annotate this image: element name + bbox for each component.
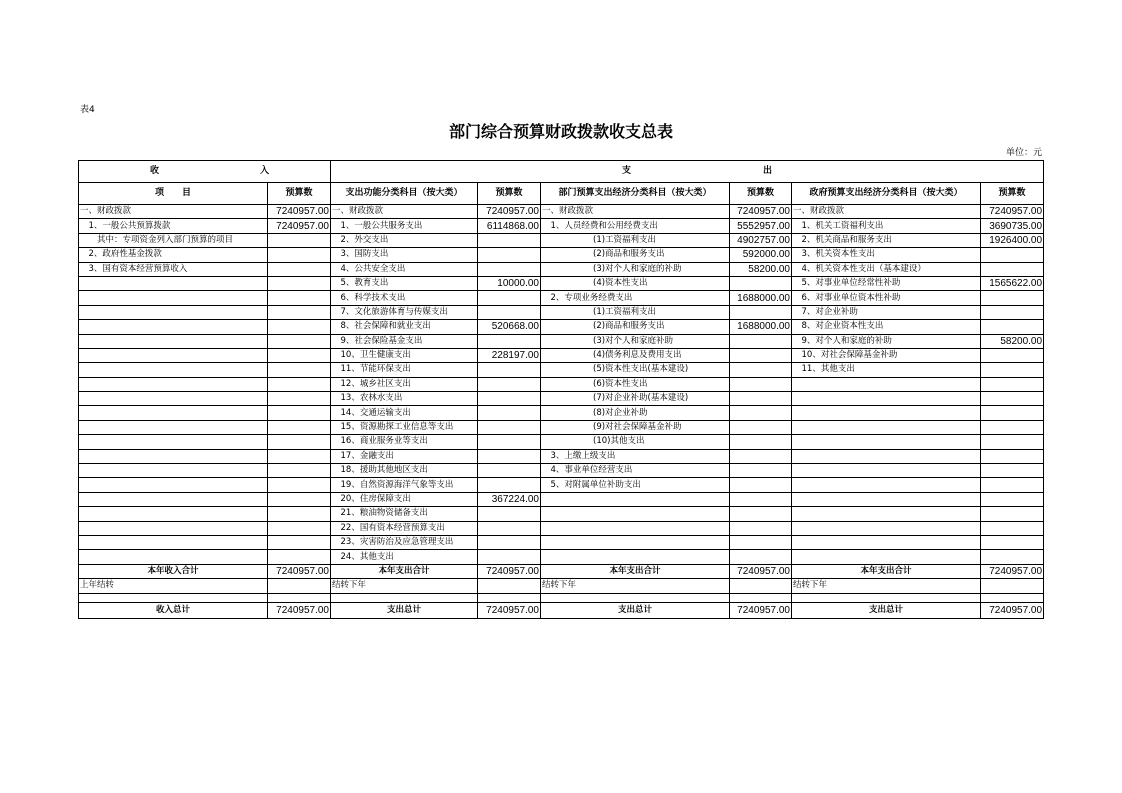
gov-econ-amount-cell	[981, 406, 1044, 420]
gov-econ-item-cell	[792, 550, 981, 564]
income-amount-cell	[268, 334, 331, 348]
function-item-cell: 18、援助其他地区支出	[331, 464, 478, 478]
table-row	[79, 363, 1044, 377]
gov-econ-item-cell	[792, 449, 981, 463]
dept-econ-amount-cell	[730, 363, 792, 377]
gov-econ-amount-cell	[981, 377, 1044, 391]
income-item-cell	[79, 348, 268, 362]
year-expense-value: 7240957.00	[981, 564, 1044, 578]
income-amount-cell	[268, 507, 331, 521]
dept-econ-item-cell: 2、专项业务经费支出	[541, 291, 730, 305]
function-amount-cell: 10000.00	[478, 276, 541, 290]
gov-econ-item-cell: 8、对企业资本性支出	[792, 320, 981, 334]
dept-econ-amount-cell	[730, 464, 792, 478]
gov-econ-item-cell	[792, 464, 981, 478]
gov-econ-item-cell	[792, 507, 981, 521]
year-expense-label: 本年支出合计	[331, 564, 478, 578]
dept-econ-amount-cell	[730, 550, 792, 564]
spacer-row	[79, 593, 1044, 602]
dept-econ-item-cell: (1)工资福利支出	[541, 305, 730, 319]
table-row	[79, 348, 1044, 362]
function-item-cell: 5、教育支出	[331, 276, 478, 290]
income-amount-cell	[268, 276, 331, 290]
dept-econ-amount-cell: 58200.00	[730, 262, 792, 276]
gov-econ-item-cell	[792, 478, 981, 492]
function-item-cell: 一、财政拨款	[331, 205, 478, 219]
income-item-cell	[79, 291, 268, 305]
dept-econ-item-cell: 一、财政拨款	[541, 205, 730, 219]
gov-econ-amount-cell: 1565622.00	[981, 276, 1044, 290]
group-header-row	[79, 161, 1044, 183]
income-item-cell	[79, 521, 268, 535]
function-item-cell: 9、社会保险基金支出	[331, 334, 478, 348]
income-item-cell: 2、政府性基金拨款	[79, 248, 268, 262]
function-amount-cell: 7240957.00	[478, 205, 541, 219]
function-amount-cell	[478, 420, 541, 434]
gov-econ-item-cell: 10、对社会保障基金补助	[792, 348, 981, 362]
column-header: 预算数	[478, 183, 541, 205]
gov-econ-item-cell: 9、对个人和家庭的补助	[792, 334, 981, 348]
column-header: 政府预算支出经济分类科目（按大类）	[792, 183, 981, 205]
gov-econ-amount-cell	[981, 478, 1044, 492]
gov-econ-item-cell	[792, 492, 981, 506]
grand-total-row	[79, 602, 1044, 618]
income-item-cell: 1、一般公共预算拨款	[79, 219, 268, 233]
gov-econ-amount-cell	[981, 550, 1044, 564]
function-item-cell: 15、资源勘探工业信息等支出	[331, 420, 478, 434]
expense-total-label: 支出总计	[331, 602, 478, 618]
gov-econ-amount-cell: 58200.00	[981, 334, 1044, 348]
function-amount-cell	[478, 535, 541, 549]
income-amount-cell	[268, 550, 331, 564]
income-amount-cell: 7240957.00	[268, 205, 331, 219]
gov-econ-item-cell	[792, 377, 981, 391]
income-amount-cell	[268, 392, 331, 406]
table-row	[79, 420, 1044, 434]
function-item-cell: 10、卫生健康支出	[331, 348, 478, 362]
column-header: 预算数	[268, 183, 331, 205]
function-item-cell: 8、社会保障和就业支出	[331, 320, 478, 334]
function-amount-cell: 520668.00	[478, 320, 541, 334]
gov-econ-amount-cell: 7240957.00	[981, 205, 1044, 219]
expense-total-label: 支出总计	[792, 602, 981, 618]
table-row	[79, 248, 1044, 262]
dept-econ-item-cell	[541, 550, 730, 564]
column-header: 项 目	[79, 183, 268, 205]
expense-total-label: 支出总计	[541, 602, 730, 618]
table-row	[79, 492, 1044, 506]
function-item-cell: 11、节能环保支出	[331, 363, 478, 377]
income-amount-cell	[268, 535, 331, 549]
function-item-cell: 14、交通运输支出	[331, 406, 478, 420]
gov-econ-amount-cell	[981, 320, 1044, 334]
table-row	[79, 205, 1044, 219]
gov-econ-amount-cell	[981, 262, 1044, 276]
dept-econ-amount-cell	[730, 478, 792, 492]
income-item-cell	[79, 492, 268, 506]
function-item-cell: 17、金融支出	[331, 449, 478, 463]
income-amount-cell	[268, 363, 331, 377]
table-row	[79, 392, 1044, 406]
table-row	[79, 233, 1044, 247]
gov-econ-amount-cell	[981, 521, 1044, 535]
carry-in-label: 上年结转	[79, 579, 268, 593]
table-row	[79, 320, 1044, 334]
column-header: 部门预算支出经济分类科目（按大类）	[541, 183, 730, 205]
income-group-header: 收 入	[79, 161, 331, 183]
carry-out-label: 结转下年	[792, 579, 981, 593]
function-amount-cell	[478, 550, 541, 564]
dept-econ-item-cell: 3、上缴上级支出	[541, 449, 730, 463]
dept-econ-item-cell	[541, 507, 730, 521]
gov-econ-amount-cell	[981, 392, 1044, 406]
function-amount-cell: 6114868.00	[478, 219, 541, 233]
gov-econ-amount-cell	[981, 449, 1044, 463]
column-header-row	[79, 183, 1044, 205]
income-total-value: 7240957.00	[268, 602, 331, 618]
dept-econ-amount-cell	[730, 348, 792, 362]
table-row	[79, 219, 1044, 233]
income-amount-cell	[268, 248, 331, 262]
function-item-cell: 13、农林水支出	[331, 392, 478, 406]
year-expense-label: 本年支出合计	[541, 564, 730, 578]
dept-econ-amount-cell: 592000.00	[730, 248, 792, 262]
function-amount-cell	[478, 334, 541, 348]
dept-econ-item-cell: (8)对企业补助	[541, 406, 730, 420]
gov-econ-item-cell: 一、财政拨款	[792, 205, 981, 219]
expense-group-header: 支 出	[331, 161, 1044, 183]
dept-econ-item-cell: (3)对个人和家庭补助	[541, 334, 730, 348]
function-amount-cell	[478, 377, 541, 391]
year-expense-value: 7240957.00	[730, 564, 792, 578]
function-amount-cell	[478, 521, 541, 535]
income-amount-cell	[268, 291, 331, 305]
function-amount-cell	[478, 507, 541, 521]
function-item-cell: 12、城乡社区支出	[331, 377, 478, 391]
table-row	[79, 464, 1044, 478]
income-amount-cell	[268, 521, 331, 535]
function-item-cell: 20、住房保障支出	[331, 492, 478, 506]
dept-econ-amount-cell	[730, 305, 792, 319]
gov-econ-amount-cell	[981, 464, 1044, 478]
table-body	[79, 205, 1044, 565]
function-item-cell: 1、一般公共服务支出	[331, 219, 478, 233]
table-row	[79, 435, 1044, 449]
income-amount-cell	[268, 420, 331, 434]
dept-econ-item-cell	[541, 521, 730, 535]
income-amount-cell	[268, 320, 331, 334]
dept-econ-amount-cell	[730, 334, 792, 348]
income-amount-cell	[268, 449, 331, 463]
dept-econ-amount-cell	[730, 521, 792, 535]
gov-econ-item-cell	[792, 435, 981, 449]
function-amount-cell: 367224.00	[478, 492, 541, 506]
dept-econ-amount-cell	[730, 492, 792, 506]
expense-total-value: 7240957.00	[478, 602, 541, 618]
function-item-cell: 4、公共安全支出	[331, 262, 478, 276]
table-row	[79, 291, 1044, 305]
dept-econ-amount-cell	[730, 435, 792, 449]
gov-econ-item-cell	[792, 392, 981, 406]
dept-econ-item-cell: (4)资本性支出	[541, 276, 730, 290]
dept-econ-item-cell: (6)资本性支出	[541, 377, 730, 391]
income-item-cell	[79, 535, 268, 549]
dept-econ-amount-cell	[730, 507, 792, 521]
gov-econ-item-cell: 11、其他支出	[792, 363, 981, 377]
gov-econ-amount-cell	[981, 420, 1044, 434]
table-row	[79, 507, 1044, 521]
income-item-cell	[79, 449, 268, 463]
dept-econ-item-cell: (5)资本性支出(基本建设)	[541, 363, 730, 377]
gov-econ-amount-cell	[981, 291, 1044, 305]
budget-summary-table	[78, 160, 1044, 619]
dept-econ-item-cell: (3)对个人和家庭的补助	[541, 262, 730, 276]
unit-label: 单位：元	[1005, 148, 1042, 158]
gov-econ-amount-cell	[981, 305, 1044, 319]
dept-econ-amount-cell	[730, 449, 792, 463]
dept-econ-item-cell	[541, 535, 730, 549]
function-item-cell: 24、其他支出	[331, 550, 478, 564]
dept-econ-amount-cell	[730, 392, 792, 406]
function-amount-cell	[478, 248, 541, 262]
dept-econ-item-cell: (2)商品和服务支出	[541, 320, 730, 334]
dept-econ-item-cell: (4)债务利息及费用支出	[541, 348, 730, 362]
gov-econ-item-cell: 5、对事业单位经常性补助	[792, 276, 981, 290]
table-row	[79, 276, 1044, 290]
table-row	[79, 478, 1044, 492]
function-amount-cell	[478, 435, 541, 449]
income-amount-cell	[268, 464, 331, 478]
dept-econ-amount-cell	[730, 535, 792, 549]
dept-econ-item-cell: 1、人员经费和公用经费支出	[541, 219, 730, 233]
gov-econ-item-cell: 3、机关资本性支出	[792, 248, 981, 262]
income-item-cell	[79, 392, 268, 406]
function-amount-cell	[478, 363, 541, 377]
gov-econ-amount-cell	[981, 492, 1044, 506]
table-row	[79, 262, 1044, 276]
function-amount-cell	[478, 262, 541, 276]
income-amount-cell	[268, 233, 331, 247]
gov-econ-item-cell	[792, 535, 981, 549]
income-item-cell	[79, 377, 268, 391]
dept-econ-amount-cell: 1688000.00	[730, 291, 792, 305]
table-row	[79, 449, 1044, 463]
gov-econ-amount-cell	[981, 435, 1044, 449]
table-row	[79, 334, 1044, 348]
column-header: 支出功能分类科目（按大类）	[331, 183, 478, 205]
function-amount-cell	[478, 478, 541, 492]
income-item-cell: 3、国有资本经营预算收入	[79, 262, 268, 276]
year-total-row	[79, 564, 1044, 578]
year-expense-value: 7240957.00	[478, 564, 541, 578]
function-amount-cell	[478, 305, 541, 319]
dept-econ-item-cell	[541, 492, 730, 506]
gov-econ-item-cell	[792, 521, 981, 535]
income-amount-cell	[268, 435, 331, 449]
gov-econ-item-cell: 6、对事业单位资本性补助	[792, 291, 981, 305]
income-item-cell	[79, 435, 268, 449]
dept-econ-amount-cell	[730, 276, 792, 290]
income-item-cell	[79, 276, 268, 290]
function-amount-cell	[478, 449, 541, 463]
table-row	[79, 406, 1044, 420]
dept-econ-item-cell: (9)对社会保障基金补助	[541, 420, 730, 434]
gov-econ-amount-cell	[981, 248, 1044, 262]
function-amount-cell	[478, 406, 541, 420]
page-title: 部门综合预算财政拨款收支总表	[448, 122, 673, 141]
dept-econ-amount-cell	[730, 377, 792, 391]
function-amount-cell	[478, 233, 541, 247]
dept-econ-item-cell: (7)对企业补助(基本建设)	[541, 392, 730, 406]
dept-econ-amount-cell: 1688000.00	[730, 320, 792, 334]
function-item-cell: 19、自然资源海洋气象等支出	[331, 478, 478, 492]
carry-out-label: 结转下年	[331, 579, 478, 593]
income-item-cell	[79, 334, 268, 348]
income-amount-cell	[268, 377, 331, 391]
dept-econ-amount-cell: 5552957.00	[730, 219, 792, 233]
table-row	[79, 377, 1044, 391]
dept-econ-item-cell: 5、对附属单位补助支出	[541, 478, 730, 492]
dept-econ-amount-cell: 4902757.00	[730, 233, 792, 247]
income-amount-cell	[268, 262, 331, 276]
year-expense-label: 本年支出合计	[792, 564, 981, 578]
column-header: 预算数	[730, 183, 792, 205]
carry-out-label: 结转下年	[541, 579, 730, 593]
income-item-cell	[79, 305, 268, 319]
gov-econ-item-cell: 2、机关商品和服务支出	[792, 233, 981, 247]
gov-econ-item-cell: 4、机关资本性支出（基本建设）	[792, 262, 981, 276]
gov-econ-amount-cell: 3690735.00	[981, 219, 1044, 233]
dept-econ-amount-cell	[730, 406, 792, 420]
function-amount-cell	[478, 392, 541, 406]
income-item-cell	[79, 507, 268, 521]
column-header: 预算数	[981, 183, 1044, 205]
year-income-value: 7240957.00	[268, 564, 331, 578]
income-total-label: 收入总计	[79, 602, 268, 618]
function-item-cell: 16、商业服务业等支出	[331, 435, 478, 449]
function-item-cell: 2、外交支出	[331, 233, 478, 247]
year-income-label: 本年收入合计	[79, 564, 268, 578]
table-row	[79, 550, 1044, 564]
function-amount-cell	[478, 291, 541, 305]
function-amount-cell: 228197.00	[478, 348, 541, 362]
function-item-cell: 6、科学技术支出	[331, 291, 478, 305]
gov-econ-amount-cell: 1926400.00	[981, 233, 1044, 247]
function-item-cell: 22、国有资本经营预算支出	[331, 521, 478, 535]
income-item-cell: 其中：专项资金列入部门预算的项目	[79, 233, 268, 247]
income-amount-cell	[268, 478, 331, 492]
income-amount-cell	[268, 348, 331, 362]
dept-econ-item-cell: (10)其他支出	[541, 435, 730, 449]
income-item-cell	[79, 363, 268, 377]
dept-econ-amount-cell: 7240957.00	[730, 205, 792, 219]
income-amount-cell	[268, 492, 331, 506]
dept-econ-amount-cell	[730, 420, 792, 434]
dept-econ-item-cell: (2)商品和服务支出	[541, 248, 730, 262]
dept-econ-item-cell: 4、事业单位经营支出	[541, 464, 730, 478]
income-item-cell	[79, 464, 268, 478]
expense-total-value: 7240957.00	[981, 602, 1044, 618]
carry-over-row	[79, 579, 1044, 593]
income-item-cell: 一、财政拨款	[79, 205, 268, 219]
table-row	[79, 305, 1044, 319]
function-item-cell: 21、粮油物资储备支出	[331, 507, 478, 521]
gov-econ-amount-cell	[981, 507, 1044, 521]
function-amount-cell	[478, 464, 541, 478]
gov-econ-amount-cell	[981, 348, 1044, 362]
gov-econ-item-cell: 7、对企业补助	[792, 305, 981, 319]
income-item-cell	[79, 320, 268, 334]
income-item-cell	[79, 406, 268, 420]
function-item-cell: 3、国防支出	[331, 248, 478, 262]
gov-econ-item-cell	[792, 406, 981, 420]
income-amount-cell	[268, 406, 331, 420]
income-item-cell	[79, 420, 268, 434]
table-row	[79, 535, 1044, 549]
gov-econ-amount-cell	[981, 535, 1044, 549]
income-item-cell	[79, 550, 268, 564]
table-number-label: 表4	[80, 105, 95, 115]
table-row	[79, 521, 1044, 535]
expense-total-value: 7240957.00	[730, 602, 792, 618]
function-item-cell: 23、灾害防治及应急管理支出	[331, 535, 478, 549]
gov-econ-amount-cell	[981, 363, 1044, 377]
income-amount-cell	[268, 305, 331, 319]
gov-econ-item-cell	[792, 420, 981, 434]
income-amount-cell: 7240957.00	[268, 219, 331, 233]
function-item-cell: 7、文化旅游体育与传媒支出	[331, 305, 478, 319]
gov-econ-item-cell: 1、机关工资福利支出	[792, 219, 981, 233]
income-item-cell	[79, 478, 268, 492]
dept-econ-item-cell: (1)工资福利支出	[541, 233, 730, 247]
